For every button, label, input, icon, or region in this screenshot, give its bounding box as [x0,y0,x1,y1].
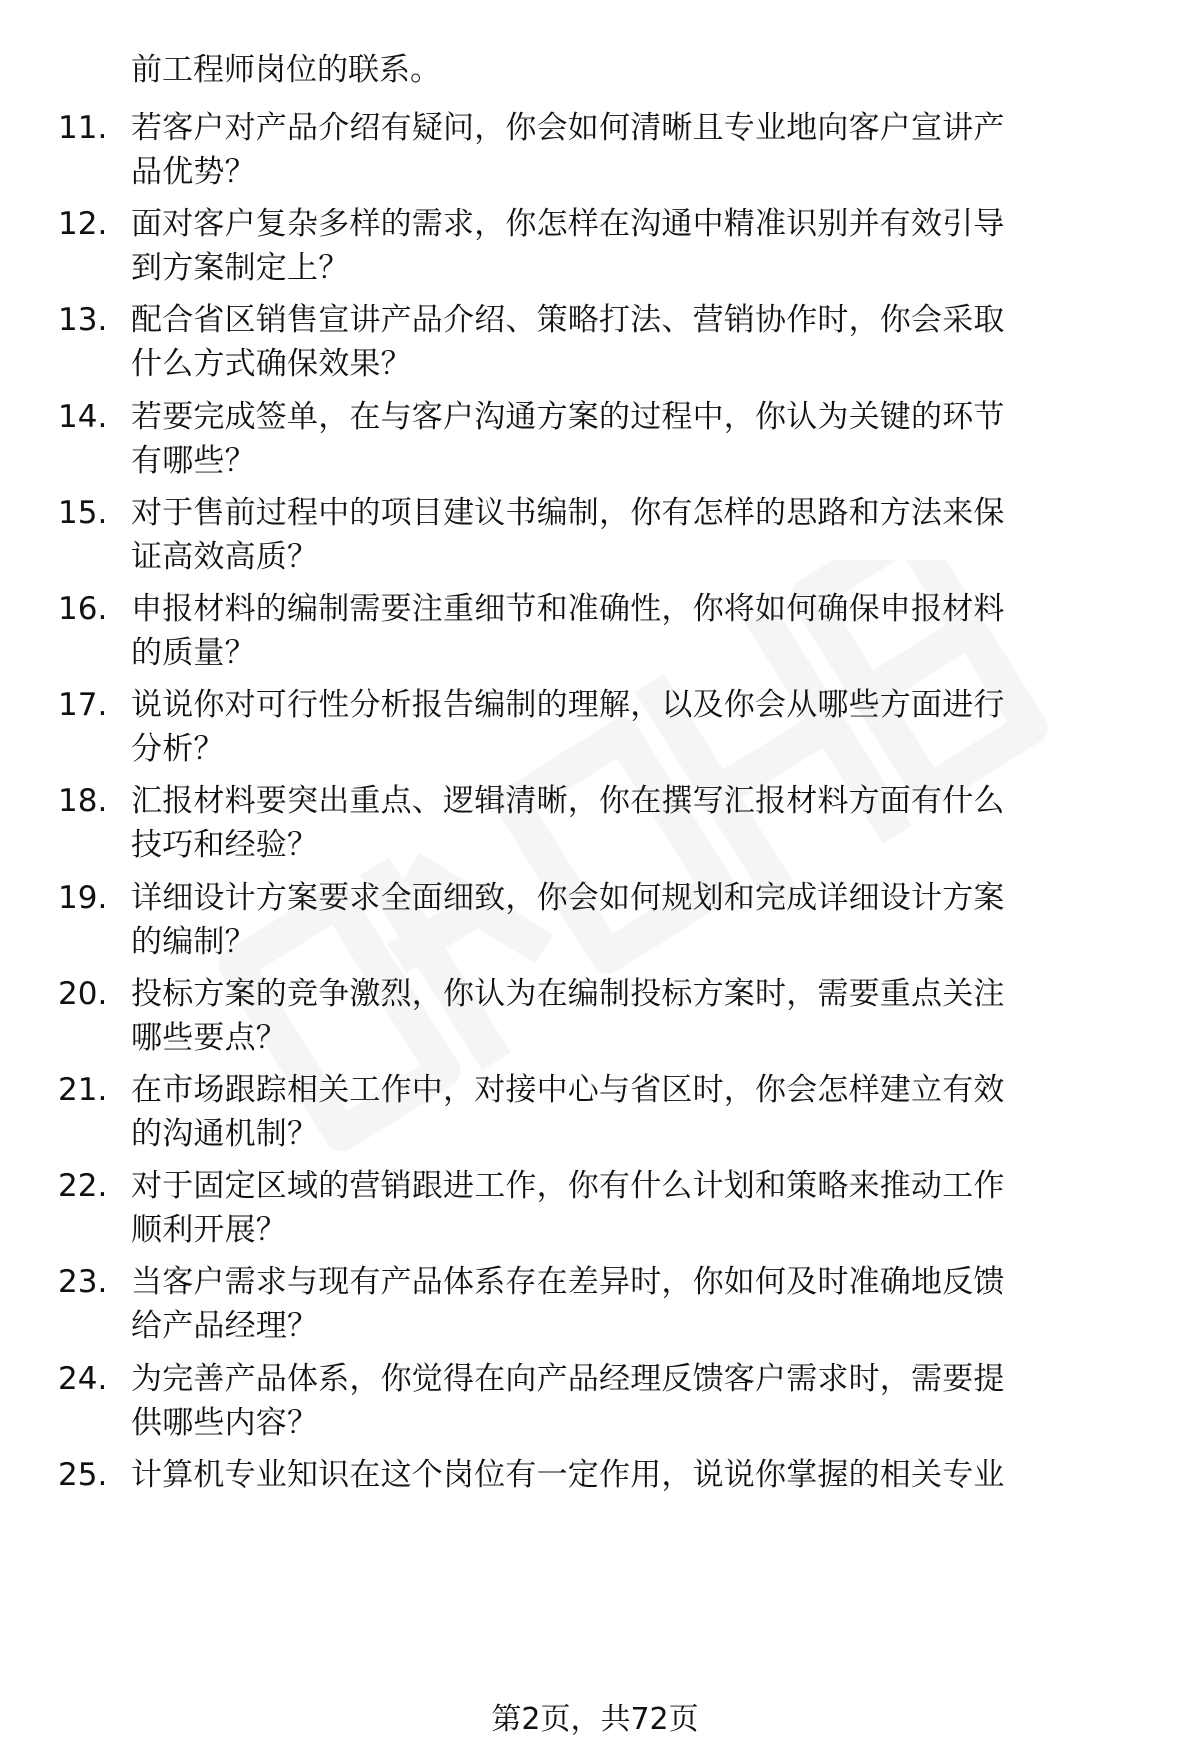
question-text [131,683,1136,771]
question-item [58,587,1158,677]
question-text [131,1453,1136,1497]
question-number: 18. [58,783,108,819]
question-text-line: 技巧和经验？ [131,827,319,863]
question-text-line: 为完善产品体系，你觉得在向产品经理反馈客户需求时，需要提 [131,1361,1005,1397]
question-item [58,1164,1158,1254]
question-number: 23. [58,1264,108,1300]
question-number: 22. [58,1168,108,1204]
question-text-line: 若客户对产品介绍有疑问，你会如何清晰且专业地向客户宣讲产 [131,110,1005,146]
question-text [131,876,1136,964]
question-text-line: 详细设计方案要求全面细致，你会如何规划和完成详细设计方案 [131,880,1005,916]
question-text-line: 品优势？ [131,154,256,190]
question-item [58,1453,1158,1543]
question-item [58,1260,1158,1350]
question-item [58,1357,1158,1447]
question-text-line: 若要完成签单，在与客户沟通方案的过程中，你认为关键的环节 [131,399,1005,435]
question-text-line: 当客户需求与现有产品体系存在差异时，你如何及时准确地反馈 [131,1264,1005,1300]
question-text-line: 的编制？ [131,924,256,960]
question-text-line: 投标方案的竞争激烈，你认为在编制投标方案时，需要重点关注 [131,976,1005,1012]
question-text-line: 顺利开展？ [131,1212,287,1248]
question-text-line: 的质量？ [131,635,256,671]
question-number: 17. [58,687,108,723]
question-number: 16. [58,591,108,627]
question-text [131,1260,1136,1348]
question-text-line: 到方案制定上？ [131,250,350,286]
question-item [58,876,1158,966]
question-number: 21. [58,1072,108,1108]
question-item [58,972,1158,1062]
question-text-line: 什么方式确保效果？ [131,346,412,382]
question-text-line: 的沟通机制？ [131,1116,319,1152]
question-text-line: 对于固定区域的营销跟进工作，你有什么计划和策略来推动工作 [131,1168,1005,1204]
question-number: 24. [58,1361,108,1397]
continuation-text: 前工程师岗位的联系。 [131,52,441,88]
question-text [131,298,1136,386]
question-text-line: 给产品经理？ [131,1308,319,1344]
question-item [58,106,1158,196]
question-item [58,1068,1158,1158]
question-text-line: 在市场跟踪相关工作中，对接中心与省区时，你会怎样建立有效 [131,1072,1005,1108]
question-number: 13. [58,302,108,338]
question-item [58,202,1158,292]
question-text-line: 配合省区销售宣讲产品介绍、策略打法、营销协作时，你会采取 [131,302,1005,338]
question-text-line: 哪些要点？ [131,1020,287,1056]
question-text-line: 计算机专业知识在这个岗位有一定作用，说说你掌握的相关专业 [131,1457,1005,1493]
question-text [131,1068,1136,1156]
question-text-line: 面对客户复杂多样的需求，你怎样在沟通中精准识别并有效引导 [131,206,1005,242]
question-text [131,106,1136,194]
question-number: 15. [58,495,108,531]
question-number: 14. [58,399,108,435]
question-text-line: 有哪些？ [131,443,256,479]
question-text [131,202,1136,290]
question-number: 19. [58,880,108,916]
question-text [131,972,1136,1060]
question-text-line: 说说你对可行性分析报告编制的理解，以及你会从哪些方面进行 [131,687,1005,723]
question-text-line: 证高效高质？ [131,539,319,575]
question-item [58,779,1158,869]
question-number: 11. [58,110,108,146]
question-text-line: 分析？ [131,731,225,767]
question-item [58,298,1158,388]
question-number: 25. [58,1457,108,1493]
question-item [58,683,1158,773]
question-text-line: 供哪些内容？ [131,1405,319,1441]
question-text [131,491,1136,579]
question-text-line: 申报材料的编制需要注重细节和准确性，你将如何确保申报材料 [131,591,1005,627]
question-text [131,779,1136,867]
question-number: 12. [58,206,108,242]
question-text [131,1164,1136,1252]
question-text-line: 汇报材料要突出重点、逻辑清晰，你在撰写汇报材料方面有什么 [131,783,1005,819]
page-footer: 第2页，共72页 [491,1702,699,1737]
question-text [131,395,1136,483]
question-text [131,1357,1136,1445]
question-text [131,587,1136,675]
question-item [58,395,1158,485]
question-text-line: 对于售前过程中的项目建议书编制，你有怎样的思路和方法来保 [131,495,1005,531]
question-number: 20. [58,976,108,1012]
question-item [58,491,1158,581]
